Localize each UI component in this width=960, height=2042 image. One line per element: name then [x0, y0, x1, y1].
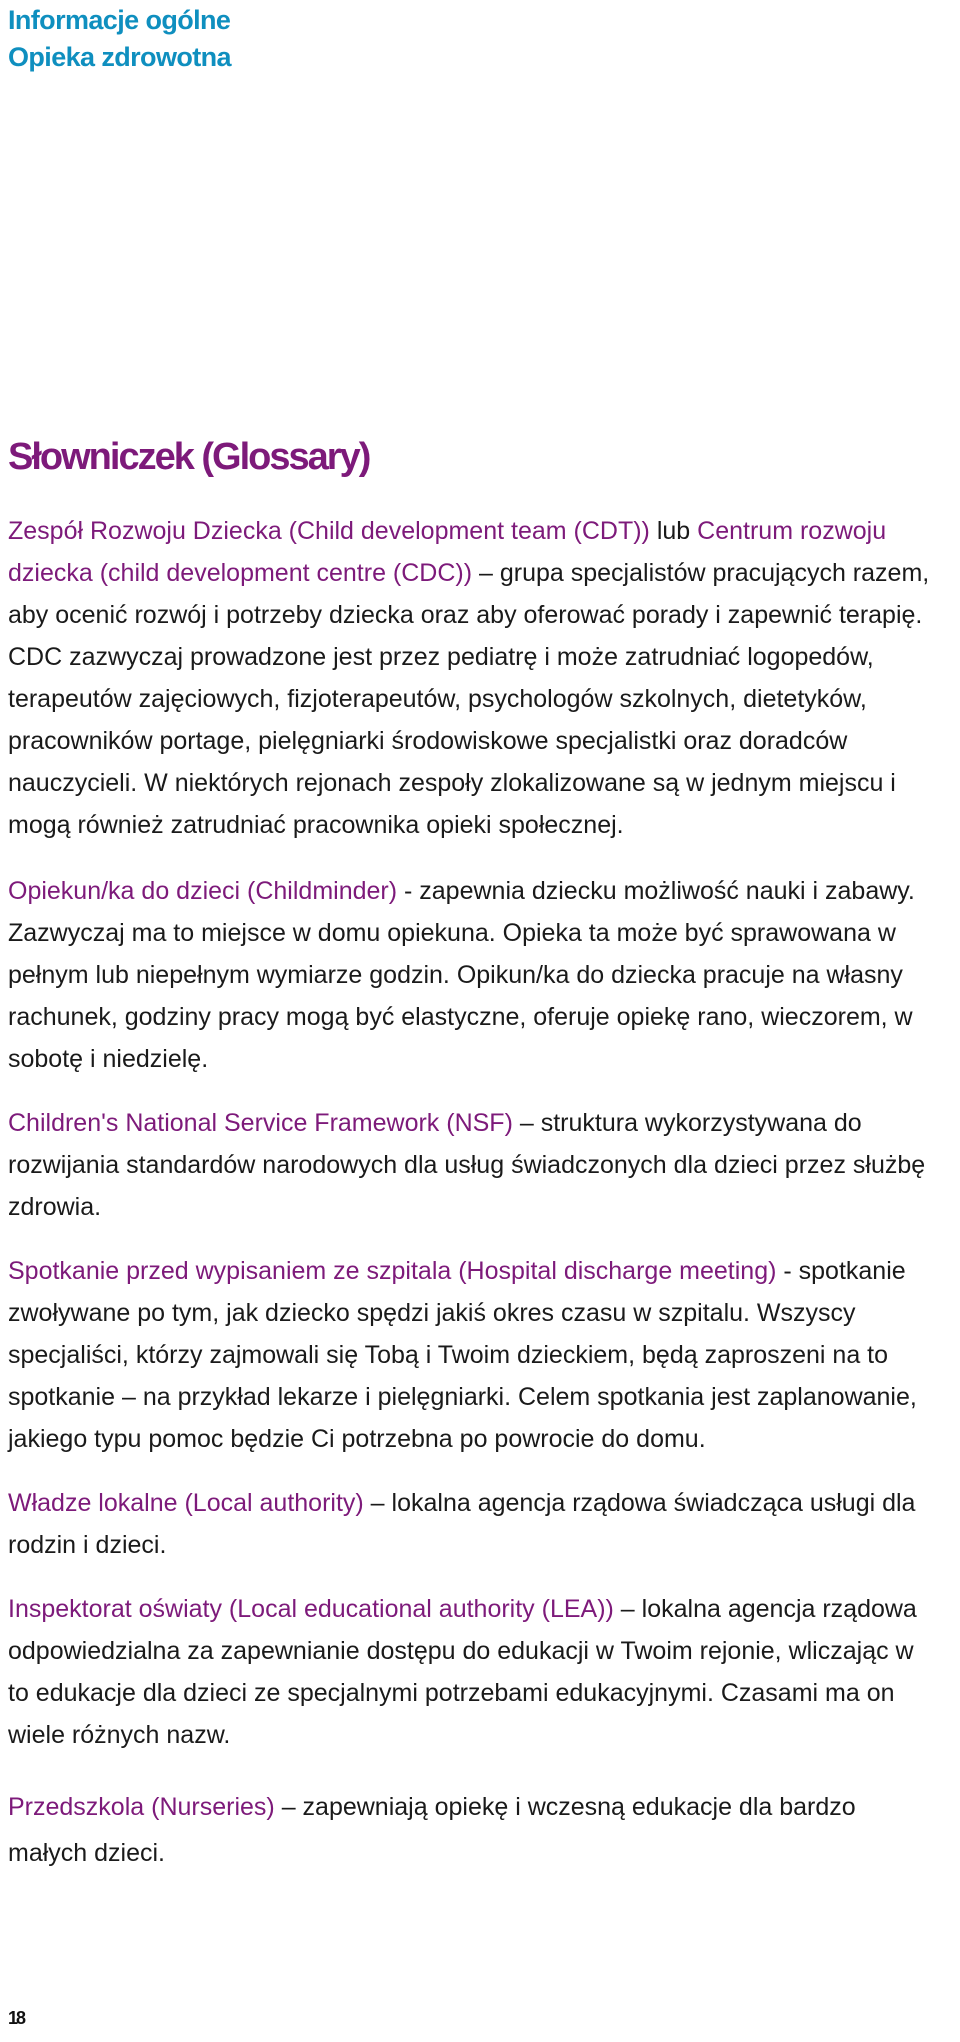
glossary-definition: – struktura wykorzystywana do rozwijania standardów narodowych dla usług świadczonych dla dzieci przez służbę zdrowia. — [8, 1109, 926, 1221]
glossary-term-alt: Centrum rozwoju dziecka (child development centre (CDC)) — [8, 517, 887, 587]
glossary-entry — [8, 1482, 938, 1566]
glossary-term: Children's National Service Framework (NSF) — [8, 1109, 513, 1137]
glossary-entry — [8, 870, 938, 1080]
glossary-entry — [8, 1784, 938, 1876]
glossary-title: Słowniczek (Glossary) — [8, 436, 370, 478]
glossary-definition: - zapewnia dziecku możliwość nauki i zabawy. Zazwyczaj ma to miejsce w domu opiekuna. Opieka ta może być sprawowana w pełnym lub niepełnym wymiarze godzin. Opikun/ka do dziecka pracuje na własny rachunek, godziny pracy mogą być elastyczne, oferuje opiekę rano, wieczorem, w sobotę i niedzielę. — [8, 877, 915, 1073]
page-header — [8, 2, 231, 76]
glossary-definition: – lokalna agencja rządowa świadcząca usługi dla rodzin i dzieci. — [8, 1489, 916, 1559]
glossary-definition: - spotkanie zwoływane po tym, jak dziecko spędzi jakiś okres czasu w szpitalu. Wszyscy specjaliści, którzy zajmowali się Tobą i Twoim dzieckiem, będą zaproszeni na to spotkanie – na przykład lekarze i pielęgniarki. Celem spotkania jest zaplanowanie, jakiego typu pomoc będzie Ci potrzebna po powrocie do domu. — [8, 1257, 917, 1453]
glossary-term: Spotkanie przed wypisaniem ze szpitala (Hospital discharge meeting) — [8, 1257, 777, 1285]
glossary-term: Opiekun/ka do dzieci (Childminder) — [8, 877, 398, 905]
glossary-entry — [8, 1588, 938, 1756]
page-number: 18 — [8, 2008, 25, 2028]
glossary-term: Zespół Rozwoju Dziecka (Child development team (CDT)) — [8, 517, 650, 545]
glossary-definition: – zapewniają opiekę i wczesną edukacje dla bardzo małych dzieci. — [8, 1793, 856, 1867]
glossary-definition: – lokalna agencja rządowa odpowiedzialna za zapewnianie dostępu do edukacji w Twoim rejonie, wliczając w to edukacje dla dzieci ze specjalnymi potrzebami edukacyjnymi. Czasami ma on wiele różnych nazw. — [8, 1595, 917, 1749]
glossary-entry — [8, 1102, 938, 1228]
header-section-title: Informacje ogólne — [8, 5, 231, 35]
glossary-term: Inspektorat oświaty (Local educational authority (LEA)) — [8, 1595, 614, 1623]
glossary-connector: lub — [649, 517, 698, 545]
glossary-definition: – grupa specjalistów pracujących razem, aby ocenić rozwój i potrzeby dziecka oraz aby oferować porady i zapewnić terapię. CDC zazwyczaj prowadzone jest przez pediatrę i może zatrudniać logopedów, terapeutów zajęciowych, fizjoterapeutów, psychologów szkolnych, dietetyków, pracowników portage, pielęgniarki środowiskowe specjalistki oraz doradców nauczycieli. W niektórych rejonach zespoły zlokalizowane są w jednym miejscu i mogą również zatrudniać pracownika opieki społecznej. — [8, 559, 930, 839]
glossary-term: Władze lokalne (Local authority) — [8, 1489, 364, 1517]
header-subsection-title: Opieka zdrowotna — [8, 42, 231, 72]
glossary-list — [8, 510, 938, 1876]
glossary-entry — [8, 510, 938, 846]
glossary-entry — [8, 1250, 938, 1460]
glossary-term: Przedszkola (Nurseries) — [8, 1793, 275, 1821]
